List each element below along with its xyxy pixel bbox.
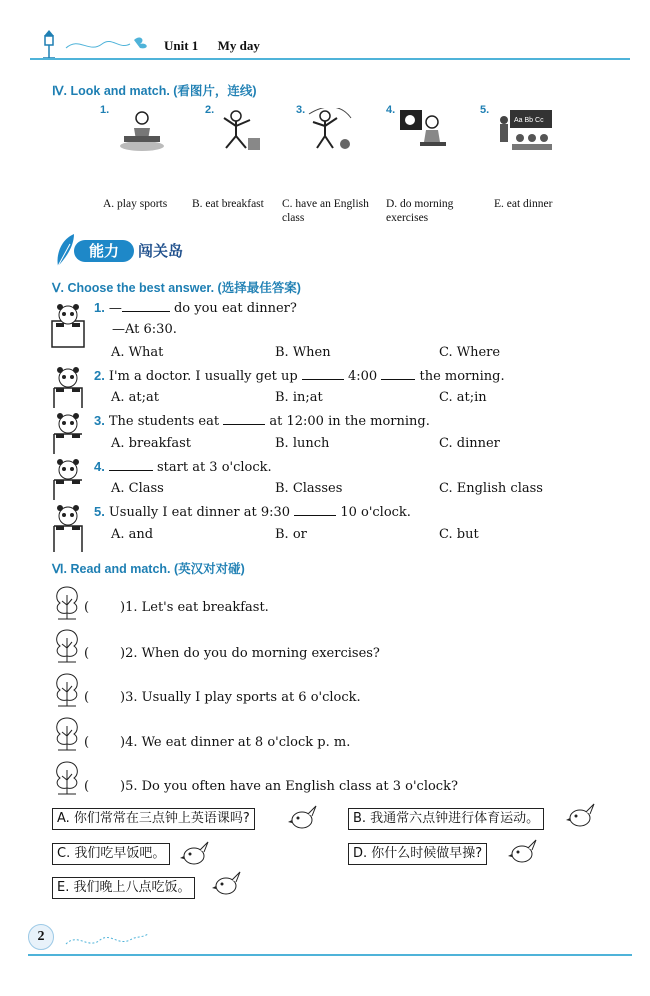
item-text: Usually I play sports at 6 o'clock. — [141, 690, 361, 705]
choice-b: B. eat breakfast — [192, 198, 264, 210]
unit-label: Unit 1 — [164, 38, 199, 53]
panda-icon — [50, 412, 86, 456]
answer-box-a[interactable]: A. 你们常常在三点钟上英语课吗? — [52, 808, 255, 830]
panda-icon — [50, 504, 86, 554]
panda-icon — [50, 366, 86, 410]
question-number: 5. — [94, 504, 105, 519]
option[interactable]: B. or — [275, 527, 307, 542]
question-number: 2. — [94, 368, 105, 383]
bird-icon — [566, 802, 596, 828]
answer-paren[interactable]: ( — [84, 735, 90, 750]
question-1: 1. — do you eat dinner? — [94, 300, 297, 316]
match-item-3 — [84, 690, 361, 705]
item-number: )4. — [120, 735, 138, 750]
tree-icon — [52, 672, 82, 708]
answer-blank[interactable] — [109, 459, 153, 471]
answer-paren[interactable]: ( — [84, 600, 90, 615]
section-5-title: Ⅴ. Choose the best answer. (选择最佳答案) — [52, 281, 301, 295]
item-text: Do you often have an English class at 3 o'clock? — [141, 779, 458, 794]
item-number: )5. — [120, 779, 138, 794]
option[interactable]: B. in;at — [275, 390, 323, 405]
bird-icon — [288, 804, 318, 830]
page-footer — [28, 920, 632, 960]
picture-number: 3. — [296, 104, 306, 116]
question-5: 5. Usually I eat dinner at 9:30 10 o'clock. — [94, 504, 411, 520]
picture-english-class — [496, 108, 554, 152]
answer-box-e[interactable]: E. 我们晚上八点吃饭。 — [52, 877, 195, 899]
svg-text:Aa Bb Cc: Aa Bb Cc — [514, 117, 544, 124]
option[interactable]: C. but — [439, 527, 479, 542]
answer-blank[interactable] — [381, 368, 415, 380]
match-item-1 — [84, 600, 269, 615]
panda-icon — [50, 458, 86, 502]
option[interactable]: A. What — [111, 345, 164, 360]
footer-rule — [28, 954, 632, 956]
picture-breakfast — [116, 108, 168, 152]
panda-icon — [50, 303, 86, 349]
picture-number: 5. — [480, 104, 490, 116]
answer-paren[interactable]: ( — [84, 690, 90, 705]
question-4: 4. start at 3 o'clock. — [94, 459, 272, 475]
ability-banner — [46, 232, 216, 268]
banner-title: 闯关岛 — [138, 242, 184, 260]
street-lamp-icon — [38, 28, 60, 60]
option[interactable]: A. Class — [111, 481, 164, 496]
picture-number: 2. — [205, 104, 215, 116]
option[interactable]: B. lunch — [275, 436, 330, 451]
butterfly-swirl-icon — [64, 34, 154, 54]
question-number: 3. — [94, 413, 105, 428]
bird-icon — [508, 838, 538, 864]
answer-blank[interactable] — [122, 300, 170, 312]
choice-c: C. have an English class — [282, 198, 369, 224]
option[interactable]: A. and — [111, 527, 154, 542]
match-item-5 — [84, 779, 458, 794]
answer-blank[interactable] — [294, 504, 336, 516]
question-number: 4. — [94, 459, 105, 474]
answer-box-b[interactable]: B. 我通常六点钟进行体育运动。 — [348, 808, 544, 830]
answer-box-c[interactable]: C. 我们吃早饭吧。 — [52, 843, 170, 865]
choice-e: E. eat dinner — [494, 198, 553, 210]
picture-number: 1. — [100, 104, 110, 116]
option[interactable]: C. dinner — [439, 436, 500, 451]
banner-pill: 能力 — [74, 240, 134, 262]
item-text: Let's eat breakfast. — [141, 600, 269, 615]
question-2: 2. I'm a doctor. I usually get up 4:00 the morning. — [94, 368, 505, 384]
choice-d: D. do morning exercises — [386, 198, 454, 224]
swirl-icon — [64, 928, 154, 950]
section-6-title: Ⅵ. Read and match. (英汉对对碰) — [52, 562, 245, 576]
header-rule — [30, 58, 630, 60]
answer-blank[interactable] — [223, 413, 265, 425]
tree-icon — [52, 716, 82, 752]
item-text: We eat dinner at 8 o'clock p. m. — [141, 735, 351, 750]
bird-icon — [180, 840, 210, 866]
choice-a: A. play sports — [103, 198, 168, 210]
page-number: 2 — [28, 924, 54, 950]
match-item-2 — [84, 646, 380, 661]
option[interactable]: A. breakfast — [111, 436, 191, 451]
answer-paren[interactable]: ( — [84, 646, 90, 661]
option[interactable]: C. Where — [439, 345, 501, 360]
header-title — [164, 38, 276, 54]
page-header — [30, 28, 630, 64]
picture-exercise — [210, 108, 262, 152]
answer-blank[interactable] — [302, 368, 344, 380]
tree-icon — [52, 628, 82, 664]
item-number: )1. — [120, 600, 138, 615]
picture-sports — [305, 108, 357, 152]
section-4-title: Ⅳ. Look and match. (看图片，连线) — [52, 84, 257, 98]
item-text: When do you do morning exercises? — [141, 646, 380, 661]
question-1-reply: —At 6:30. — [112, 322, 177, 337]
match-item-4 — [84, 735, 350, 750]
question-number: 1. — [94, 300, 105, 315]
tree-icon — [52, 760, 82, 796]
item-number: )2. — [120, 646, 138, 661]
tree-icon — [52, 585, 82, 621]
answer-box-d[interactable]: D. 你什么时候做早操? — [348, 843, 487, 865]
bird-icon — [212, 870, 242, 896]
option[interactable]: B. Classes — [275, 481, 343, 496]
picture-number: 4. — [386, 104, 396, 116]
option[interactable]: A. at;at — [111, 390, 159, 405]
unit-topic: My day — [217, 38, 260, 53]
option[interactable]: B. When — [275, 345, 331, 360]
question-3: 3. The students eat at 12:00 in the morning. — [94, 413, 430, 429]
item-number: )3. — [120, 690, 138, 705]
answer-paren[interactable]: ( — [84, 779, 90, 794]
option[interactable]: C. English class — [439, 481, 543, 496]
picture-dinner — [398, 108, 450, 152]
option[interactable]: C. at;in — [439, 390, 487, 405]
